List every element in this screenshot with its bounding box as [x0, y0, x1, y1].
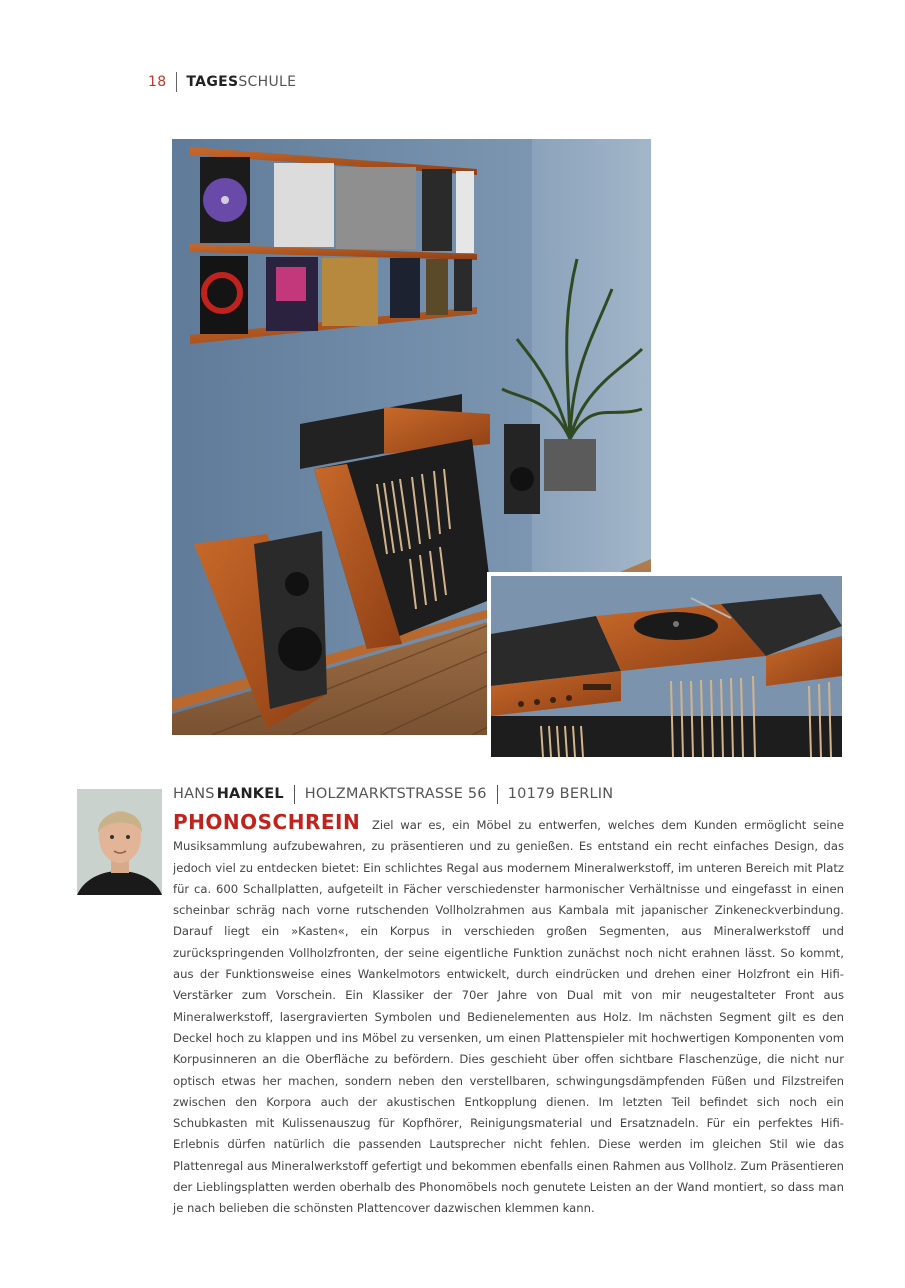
designer-first-name: HANS [173, 786, 215, 802]
header-divider [176, 72, 177, 92]
info-divider [497, 785, 498, 804]
section-title-light: SCHULE [238, 74, 297, 90]
designer-street: HOLZMARKTSTRASSE 56 [304, 786, 487, 802]
designer-portrait [77, 789, 162, 895]
article-body: Ziel war es, ein Möbel zu entwerfen, welches dem Kunden ermöglicht seine Musiksammlung aufzubewahren, zu präsentieren und zu genießen. Es entstand ein recht einfaches Design, das jedoch viel zu entdecken bietet: Ein schlichtes Regal aus modernem Mineralwerkstoff, im unteren Bereich mit Platz für ca. 600 Schallplatten, aufgeteilt in Fächer verschiedenster harmonischer Verhältnisse und eingefasst in einen scheinbar schräg nach vorne rutschenden Vollholzrahmen aus Kambala mit japanischer Zinkeneckverbindung. Darauf liegt ein »Kasten«, ein Korpus in verschieden großen Segmenten, aus Mineralwerkstoff und zurückspringenden Vollholzfronten, der seine eigentliche Funktion zunächst noch nicht erahnen lässt. So kommt, aus der Funktionsweise eines Wankelmotors entwickelt, durch eindrücken und drehen einer Holzfront ein Hifi-Verstärker zum Vorschein. Ein Klassiker der 70er Jahre von Dual mit von mir neugestalteter Front aus Mineralwerkstoff, lasergravierten Symbolen und Bedienelementen aus Holz. Im nächsten Segment gilt es den Deckel hoch zu klappen und ins Möbel zu versenken, um einen Plattenspieler mit hochwertigen Komponenten vom Korpusinneren an die Oberfläche zu befördern. Dies geschieht über offen sichtbare Flaschenzüge, die nicht nur optisch etwas her machen, sondern neben den verstellbaren, schwingungsdämpfenden Füßen und Filzstreifen zwischen den Korpora auch der akustischen Entkopplung dienen. Im letzten Teil befindet sich noch ein Schubkasten mit Kulissenauszug für Kopfhörer, Reinigungsmaterial und Ersatznadeln. Für ein perfektes Hifi-Erlebnis dürfen natürlich die passenden Lautsprecher nicht fehlen. Diese werden im gleichen Stil wie das Plattenregal aus Mineralwerkstoff gefertigt und bekommen ebenfalls einen Rahmen aus Vollholz. Zum Präsentieren der Lieblingsplatten werden oberhalb des Phonomöbels noch genutete Leisten an der Wand montiert, so dass man je nach belieben die schönsten Plattencover dazwischen klemmen kann. [173, 818, 844, 1216]
designer-last-name: HANKEL [216, 786, 284, 802]
article-headline: PHONOSCHREIN [173, 810, 361, 834]
article [173, 812, 844, 1220]
designer-info [173, 783, 613, 805]
turntable-detail-photo [487, 572, 842, 757]
running-header [148, 72, 296, 92]
section-title-bold: TAGES [186, 74, 239, 90]
page-number: 18 [148, 74, 167, 90]
info-divider [294, 785, 295, 804]
designer-city: 10179 BERLIN [507, 786, 614, 802]
